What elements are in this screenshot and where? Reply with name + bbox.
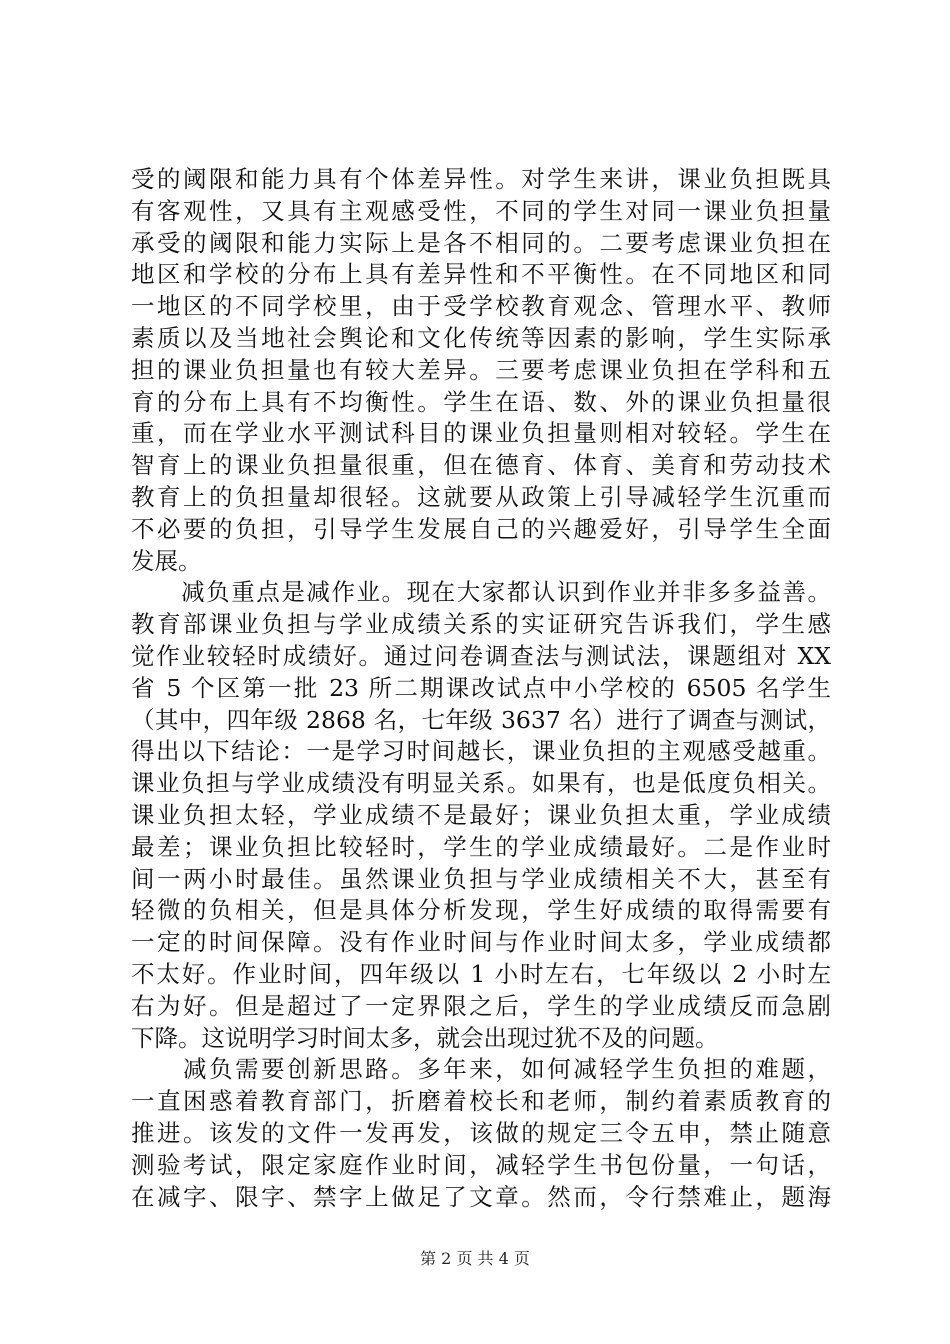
text-line: 在减字、限字、禁字上做足了文章。然而，令行禁难止，题海: [131, 1182, 831, 1211]
text-line: 课业负担太轻，学业成绩不是最好；课业负担太重，学业成绩: [131, 800, 831, 829]
text-line: 右为好。但是超过了一定界限之后，学生的学业成绩反而急剧: [131, 991, 831, 1020]
document-body: [131, 164, 831, 1213]
text-line: 发展。: [131, 546, 202, 575]
text-line: 地区和学校的分布上具有差异性和不平衡性。在不同地区和同: [131, 260, 831, 289]
text-line: 承受的阈限和能力实际上是各不相同的。二要考虑课业负担在: [131, 228, 831, 257]
text-line: 教育上的负担量却很轻。这就要从政策上引导减轻学生沉重而: [131, 482, 831, 511]
text-line: 测验考试，限定家庭作业时间，减轻学生书包份量，一句话，: [131, 1150, 831, 1179]
text-line: 重，而在学业水平测试科目的课业负担量则相对较轻。学生在: [131, 419, 831, 448]
text-line: 减负重点是减作业。现在大家都认识到作业并非多多益善。: [131, 578, 831, 607]
text-line: 担的课业负担量也有较大差异。三要考虑课业负担在学科和五: [131, 355, 831, 384]
text-line: 不必要的负担，引导学生发展自己的兴趣爱好，引导学生全面: [131, 514, 831, 543]
text-line: 一直困惑着教育部门，折磨着校长和老师，制约着素质教育的: [131, 1087, 831, 1116]
text-line: 推进。该发的文件一发再发，该做的规定三令五申，禁止随意: [131, 1118, 831, 1147]
text-line: 一地区的不同学校里，由于受学校教育观念、管理水平、教师: [131, 292, 831, 321]
text-line: （其中，四年级 2868 名，七年级 3637 名）进行了调查与测试，: [131, 705, 831, 734]
text-line: 得出以下结论：一是学习时间越长，课业负担的主观感受越重。: [131, 737, 831, 766]
text-line: 不太好。作业时间，四年级以 1 小时左右，七年级以 2 小时左: [131, 959, 831, 988]
text-line: 有客观性，又具有主观感受性，不同的学生对同一课业负担量: [131, 196, 831, 225]
text-line: 育的分布上具有不均衡性。学生在语、数、外的课业负担量很: [131, 387, 831, 416]
text-line: 一定的时间保障。没有作业时间与作业时间太多，学业成绩都: [131, 928, 831, 957]
text-line: 素质以及当地社会舆论和文化传统等因素的影响，学生实际承: [131, 323, 831, 352]
text-line: 间一两小时最佳。虽然课业负担与学业成绩相关不大，甚至有: [131, 864, 831, 893]
text-line: 减负需要创新思路。多年来，如何减轻学生负担的难题，: [131, 1055, 831, 1084]
text-line: 智育上的课业负担量很重，但在德育、体育、美育和劳动技术: [131, 451, 831, 480]
text-line: 下降。这说明学习时间太多，就会出现过犹不及的问题。: [131, 1023, 719, 1052]
text-line: 省 5 个区第一批 23 所二期课改试点中小学校的 6505 名学生: [131, 673, 831, 702]
page-footer: 第 2 页 共 4 页: [420, 1249, 530, 1268]
text-line: 受的阈限和能力具有个体差异性。对学生来讲，课业负担既具: [131, 165, 831, 193]
text-line: 轻微的负相关，但是具体分析发现，学生好成绩的取得需要有: [131, 896, 831, 925]
text-line: 课业负担与学业成绩没有明显关系。如果有，也是低度负相关。: [131, 769, 831, 798]
text-line: 觉作业较轻时成绩好。通过问卷调查法与测试法，课题组对 XX: [131, 641, 831, 670]
text-line: 教育部课业负担与学业成绩关系的实证研究告诉我们，学生感: [131, 610, 831, 639]
text-line: 最差；课业负担比较轻时，学生的学业成绩最好。二是作业时: [131, 832, 831, 861]
